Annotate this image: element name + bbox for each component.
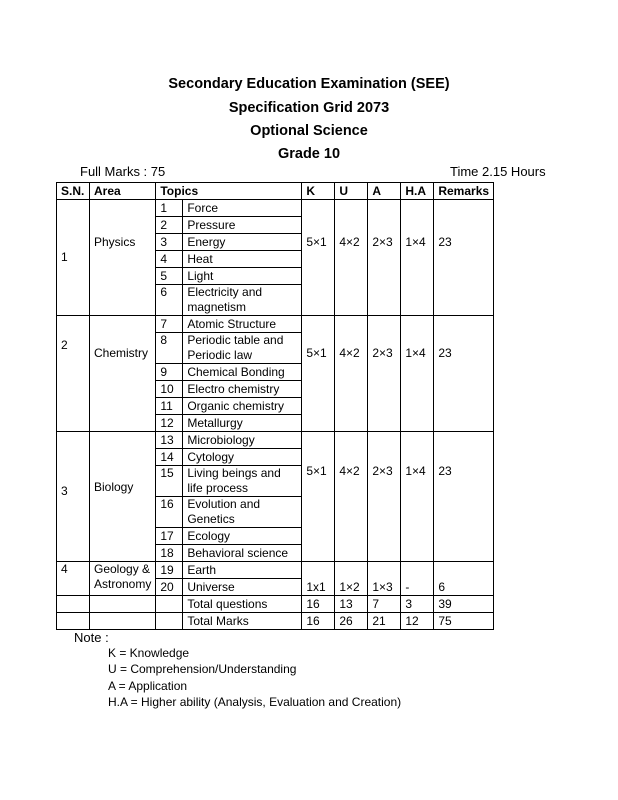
ha-cell: -	[401, 562, 434, 596]
topic-name: Cytology	[183, 449, 302, 466]
header-u: U	[335, 183, 368, 200]
total-marks-label: Total Marks	[183, 613, 302, 630]
header-a: A	[368, 183, 401, 200]
topic-name: Periodic table and Periodic law	[183, 333, 302, 364]
remarks-cell: 23	[434, 432, 494, 562]
area-cell: Physics	[90, 200, 156, 316]
note-item-understanding: U = Comprehension/Understanding	[108, 662, 297, 676]
sn-cell: 4	[57, 562, 90, 596]
topic-number: 2	[156, 217, 183, 234]
total-marks-row	[57, 613, 494, 630]
topic-number: 6	[156, 285, 183, 316]
sn-cell: 2	[57, 316, 90, 432]
subject-title: Optional Science	[250, 123, 368, 139]
topic-number: 12	[156, 415, 183, 432]
header-remarks: Remarks	[434, 183, 494, 200]
total-questions-k: 16	[302, 596, 335, 613]
total-questions-label: Total questions	[183, 596, 302, 613]
u-cell: 4×2	[335, 316, 368, 432]
topic-number: 3	[156, 234, 183, 251]
u-cell: 1×2	[335, 562, 368, 596]
table-row	[57, 316, 494, 333]
u-cell: 4×2	[335, 432, 368, 562]
total-marks-u: 26	[335, 613, 368, 630]
topic-number: 20	[156, 579, 183, 596]
u-cell: 4×2	[335, 200, 368, 316]
topic-name: Microbiology	[183, 432, 302, 449]
topic-number: 17	[156, 528, 183, 545]
topic-name: Universe	[183, 579, 302, 596]
note-item-application: A = Application	[108, 679, 188, 693]
remarks-cell: 23	[434, 200, 494, 316]
full-marks: Full Marks : 75	[80, 164, 166, 179]
total-questions-u: 13	[335, 596, 368, 613]
remarks-cell: 6	[434, 562, 494, 596]
topic-name: Pressure	[183, 217, 302, 234]
topic-name: Earth	[183, 562, 302, 579]
a-cell: 2×3	[368, 200, 401, 316]
sn-cell: 1	[57, 200, 90, 316]
topic-number: 9	[156, 364, 183, 381]
k-cell: 5×1	[302, 316, 335, 432]
table-row	[57, 200, 494, 217]
area-cell: Biology	[90, 432, 156, 562]
topic-name: Energy	[183, 234, 302, 251]
total-marks-a: 21	[368, 613, 401, 630]
topic-number: 18	[156, 545, 183, 562]
a-cell: 2×3	[368, 432, 401, 562]
sn-cell: 3	[57, 432, 90, 562]
table-row	[57, 562, 494, 579]
topic-number: 16	[156, 497, 183, 528]
topic-name: Force	[183, 200, 302, 217]
topic-name: Atomic Structure	[183, 316, 302, 333]
topic-name: Chemical Bonding	[183, 364, 302, 381]
k-cell: 1x1	[302, 562, 335, 596]
topic-name: Living beings and life process	[183, 466, 302, 497]
topic-name: Heat	[183, 251, 302, 268]
k-cell: 5×1	[302, 432, 335, 562]
topic-number: 4	[156, 251, 183, 268]
area-cell: Geology & Astronomy	[90, 562, 156, 596]
topic-number: 13	[156, 432, 183, 449]
specification-table	[56, 182, 494, 630]
topic-name: Light	[183, 268, 302, 285]
topic-number: 10	[156, 381, 183, 398]
ha-cell: 1×4	[401, 200, 434, 316]
total-questions-a: 7	[368, 596, 401, 613]
note-item-higher-ability: H.A = Higher ability (Analysis, Evaluation and Creation)	[108, 695, 402, 709]
remarks-cell: 23	[434, 316, 494, 432]
topic-name: Electricity and magnetism	[183, 285, 302, 316]
total-marks-ha: 12	[401, 613, 434, 630]
total-marks-remarks: 75	[434, 613, 494, 630]
table-row	[57, 432, 494, 449]
a-cell: 1×3	[368, 562, 401, 596]
topic-number: 15	[156, 466, 183, 497]
ha-cell: 1×4	[401, 316, 434, 432]
total-marks-k: 16	[302, 613, 335, 630]
topic-number: 8	[156, 333, 183, 364]
topic-number: 1	[156, 200, 183, 217]
ha-cell: 1×4	[401, 432, 434, 562]
total-questions-remarks: 39	[434, 596, 494, 613]
exam-title: Secondary Education Examination (SEE)	[168, 76, 450, 92]
a-cell: 2×3	[368, 316, 401, 432]
note-item-knowledge: K = Knowledge	[108, 646, 190, 660]
topic-name: Organic chemistry	[183, 398, 302, 415]
header-topics: Topics	[156, 183, 302, 200]
topic-number: 11	[156, 398, 183, 415]
topic-name: Metallurgy	[183, 415, 302, 432]
grade-title: Grade 10	[277, 146, 341, 162]
time-allowed: Time 2.15 Hours	[450, 164, 546, 179]
total-questions-ha: 3	[401, 596, 434, 613]
topic-name: Behavioral science	[183, 545, 302, 562]
header-area: Area	[90, 183, 156, 200]
topic-name: Evolution and Genetics	[183, 497, 302, 528]
grid-title: Specification Grid 2073	[228, 100, 390, 116]
area-cell: Chemistry	[90, 316, 156, 432]
header-sn: S.N.	[57, 183, 90, 200]
topic-name: Electro chemistry	[183, 381, 302, 398]
header-ha: H.A	[401, 183, 434, 200]
topic-number: 19	[156, 562, 183, 579]
topic-name: Ecology	[183, 528, 302, 545]
table-header-row	[57, 183, 494, 200]
k-cell: 5×1	[302, 200, 335, 316]
header-k: K	[302, 183, 335, 200]
total-questions-row	[57, 596, 494, 613]
note-heading: Note :	[74, 630, 109, 645]
topic-number: 5	[156, 268, 183, 285]
topic-number: 14	[156, 449, 183, 466]
topic-number: 7	[156, 316, 183, 333]
